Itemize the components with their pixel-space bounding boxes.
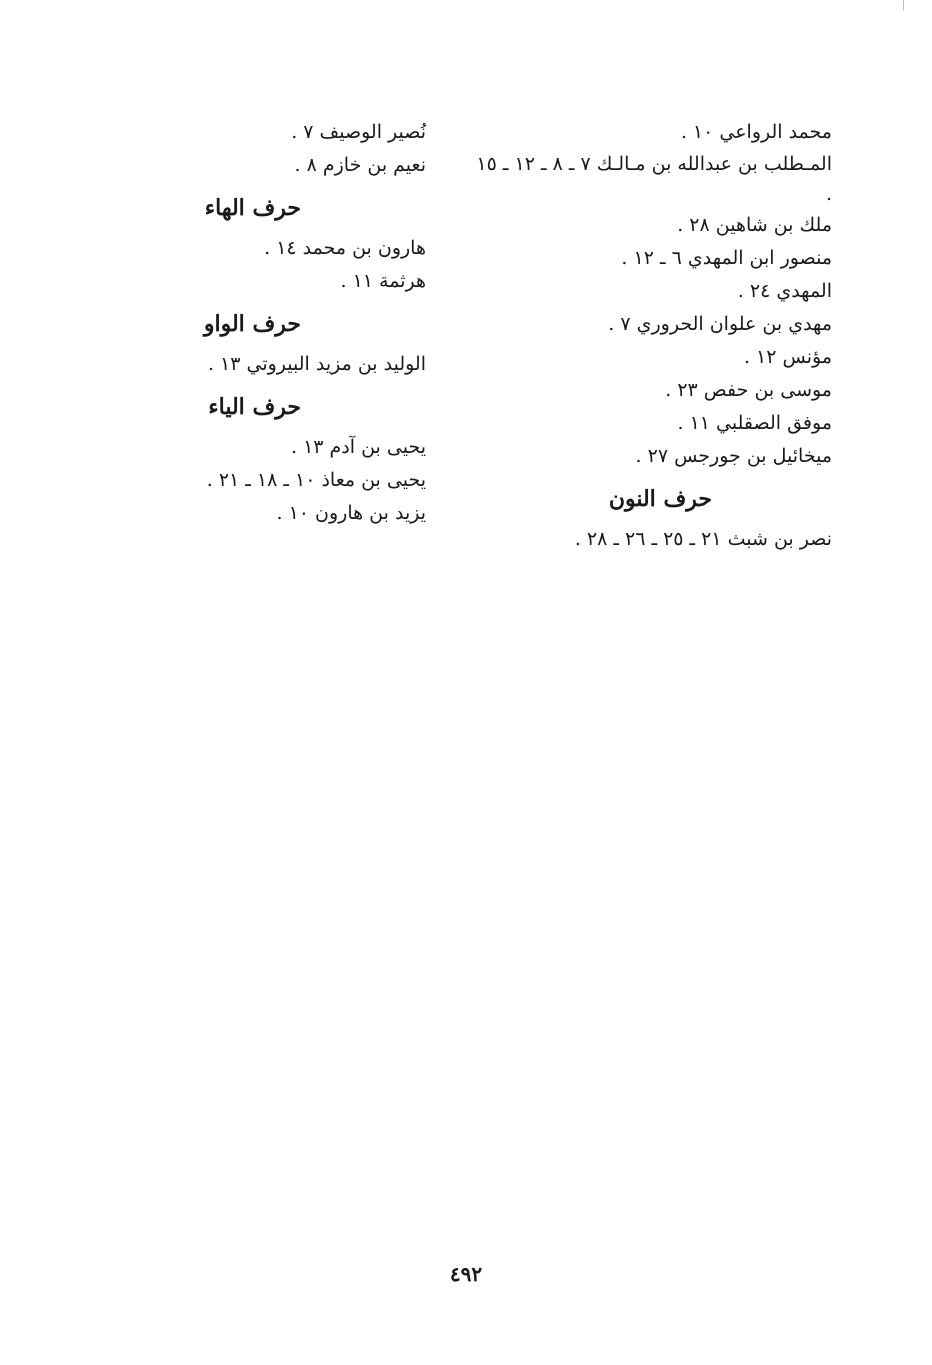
index-column-left — [166, 116, 426, 530]
index-entry: هرثمة ١١ . — [340, 270, 426, 292]
index-entry: يحيى بن معاذ ١٠ ـ ١٨ ـ ٢١ . — [206, 469, 426, 491]
index-column-right — [472, 116, 832, 556]
index-entry: هارون بن محمد ١٤ . — [264, 237, 426, 259]
index-entry: نصر بن شبث ٢١ ـ ٢٥ ـ ٢٦ ـ ٢٨ . — [574, 528, 832, 550]
index-entry: نعيم بن خازم ٨ . — [294, 154, 426, 176]
index-entry: منصور ابن المهدي ٦ ـ ١٢ . — [621, 247, 832, 269]
index-entry: المهدي ٢٤ . — [737, 280, 832, 302]
scan-edge-mark — [903, 0, 904, 10]
index-entry: محمد الرواعي ١٠ . — [680, 121, 832, 143]
page-number: ٤٩٢ — [449, 1262, 483, 1286]
section-heading-ya: حرف الياء — [208, 394, 301, 420]
index-entry: ميخائيل بن جورجس ٢٧ . — [635, 445, 832, 467]
index-entry: مهدي بن علوان الحروري ٧ . — [608, 313, 832, 335]
index-entry: ملك بن شاهين ٢٨ . — [677, 214, 832, 236]
index-entry: المـطلب بن عبدالله بن مـالـك ٧ ـ ٨ ـ ١٢ ـ ١٥ . — [476, 153, 832, 205]
section-heading-ha: حرف الهاء — [204, 195, 301, 221]
index-entry: يحيى بن آدم ١٣ . — [290, 436, 426, 458]
index-entry: الوليد بن مزيد البيروتي ١٣ . — [207, 353, 426, 375]
index-entry: نُصير الوصيف ٧ . — [291, 121, 426, 143]
index-entry: يزيد بن هارون ١٠ . — [276, 502, 426, 524]
section-heading-nun: حرف النون — [608, 486, 712, 512]
index-entry: موسى بن حفص ٢٣ . — [665, 379, 832, 401]
section-heading-waw: حرف الواو — [203, 311, 301, 337]
index-entry: مؤنس ١٢ . — [743, 346, 832, 368]
index-entry: موفق الصقلبي ١١ . — [677, 412, 832, 434]
